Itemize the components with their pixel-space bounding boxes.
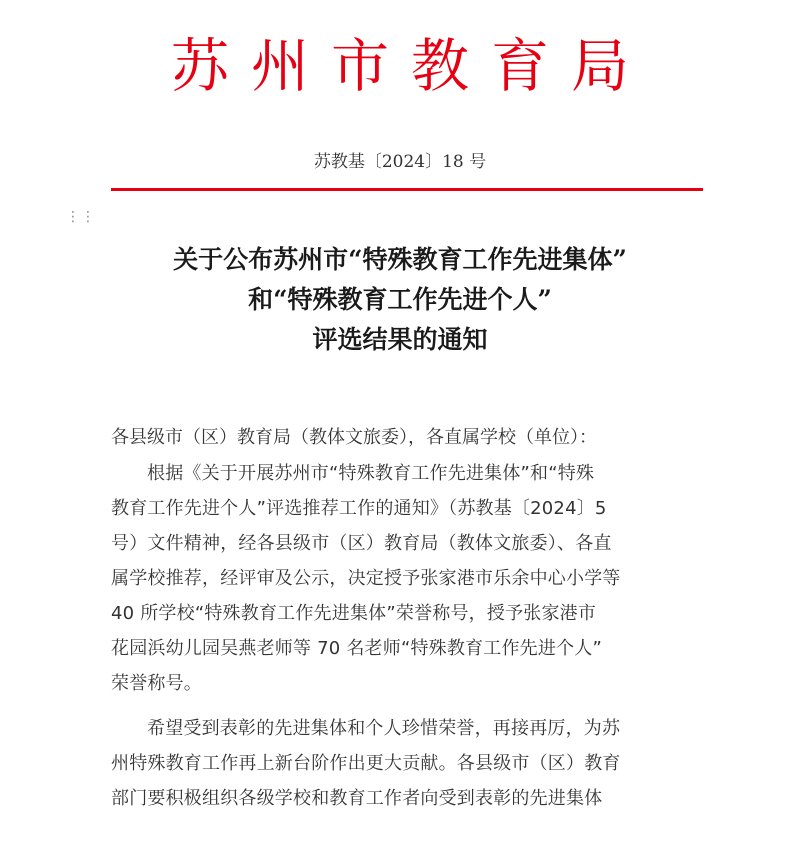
- paragraph-line: 荣誉称号。: [111, 673, 202, 694]
- paragraph-line: 州特殊教育工作再上新台阶作出更大贡献。各县级市（区）教育: [111, 753, 621, 774]
- red-divider: [111, 188, 703, 191]
- paragraph-line: 花园浜幼儿园吴燕老师等 70 名老师“特殊教育工作先进个人”: [111, 638, 602, 659]
- paragraph-1: [111, 456, 711, 701]
- addressee-line: 各县级市（区）教育局（教体文旅委），各直属学校（单位）：: [111, 427, 597, 448]
- document-title: [60, 240, 740, 360]
- drag-handle-icon[interactable]: ⋮⋮: [66, 209, 96, 225]
- document-body: [111, 420, 711, 816]
- paragraph-line: 希望受到表彰的先进集体和个人珍惜荣誉，再接再厉，为苏: [147, 718, 621, 739]
- paragraph-line: 属学校推荐，经评审及公示，决定授予张家港市乐余中心小学等: [111, 568, 621, 589]
- paragraph-line: 部门要积极组织各级学校和教育工作者向受到表彰的先进集体: [111, 788, 603, 809]
- paragraph-line: 号）文件精神，经各县级市（区）教育局（教体文旅委）、各直: [111, 533, 612, 554]
- title-line-1: 关于公布苏州市“特殊教育工作先进集体”: [173, 245, 627, 274]
- masthead-title: 苏州市教育局: [170, 32, 651, 100]
- paragraph-line: 教育工作先进个人”评选推荐工作的通知》（苏教基〔2024〕5: [111, 498, 607, 519]
- title-line-3: 评选结果的通知: [312, 325, 488, 354]
- paragraph-line: 40 所学校“特殊教育工作先进集体”荣誉称号，授予张家港市: [111, 603, 597, 624]
- paragraph-2: [111, 711, 711, 816]
- paragraph-line: 根据《关于开展苏州市“特殊教育工作先进集体”和“特殊: [147, 463, 595, 484]
- document-number: 苏教基〔2024〕18 号: [313, 152, 487, 172]
- title-line-2: 和“特殊教育工作先进个人”: [248, 285, 552, 314]
